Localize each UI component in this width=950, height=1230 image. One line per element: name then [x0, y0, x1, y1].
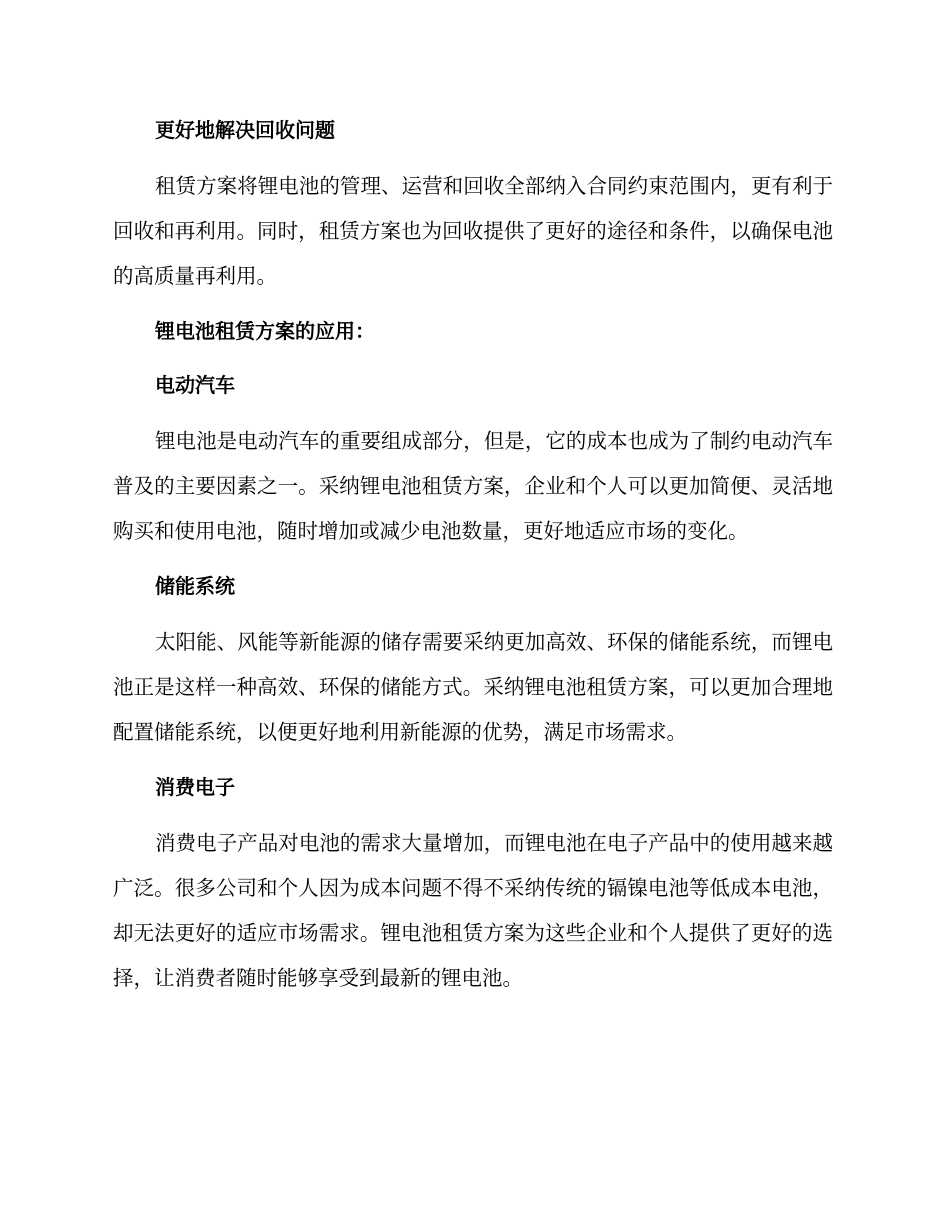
spacer — [113, 554, 833, 566]
spacer — [113, 150, 833, 164]
spacer — [113, 606, 833, 620]
spacer — [113, 807, 833, 821]
section-paragraph-energy-storage: 太阳能、风能等新能源的储存需要采纳更加高效、环保的储能系统，而锂电池正是这样一种高效、环保的储能方式。采纳锂电池租赁方案，可以更加合理地配置储能系统，以便更好地利用新能源的优势，满足市场需求。 — [113, 630, 833, 744]
section-paragraph-ev: 锂电池是电动汽车的重要组成部分，但是，它的成本也成为了制约电动汽车普及的主要因素之一。采纳锂电池租赁方案，企业和个人可以更加简便、灵活地购买和使用电池，随时增加或减少电池数量，更好地适应市场的变化。 — [113, 429, 833, 543]
document-page — [113, 110, 833, 1001]
section-heading-consumer-electronics: 消费电子 — [155, 775, 235, 799]
spacer — [113, 299, 833, 311]
section-paragraph-recycling: 租赁方案将锂电池的管理、运营和回收全部纳入合同约束范围内，更有利于回收和再利用。同时，租赁方案也为回收提供了更好的途径和条件，以确保电池的高质量再利用。 — [113, 174, 833, 288]
section-heading-energy-storage: 储能系统 — [155, 574, 235, 598]
spacer — [113, 351, 833, 365]
section-heading-ev: 电动汽车 — [155, 373, 235, 397]
spacer — [113, 755, 833, 767]
section-heading-recycling: 更好地解决回收问题 — [155, 118, 335, 142]
spacer — [113, 405, 833, 419]
section-paragraph-consumer-electronics: 消费电子产品对电池的需求大量增加，而锂电池在电子产品中的使用越来越广泛。很多公司和个人因为成本问题不得不采纳传统的镉镍电池等低成本电池，却无法更好的适应市场需求。锂电池租赁方案为这些企业和个人提供了更好的选择，让消费者随时能够享受到最新的锂电池。 — [113, 831, 833, 990]
section-heading-applications: 锂电池租赁方案的应用： — [155, 319, 375, 343]
